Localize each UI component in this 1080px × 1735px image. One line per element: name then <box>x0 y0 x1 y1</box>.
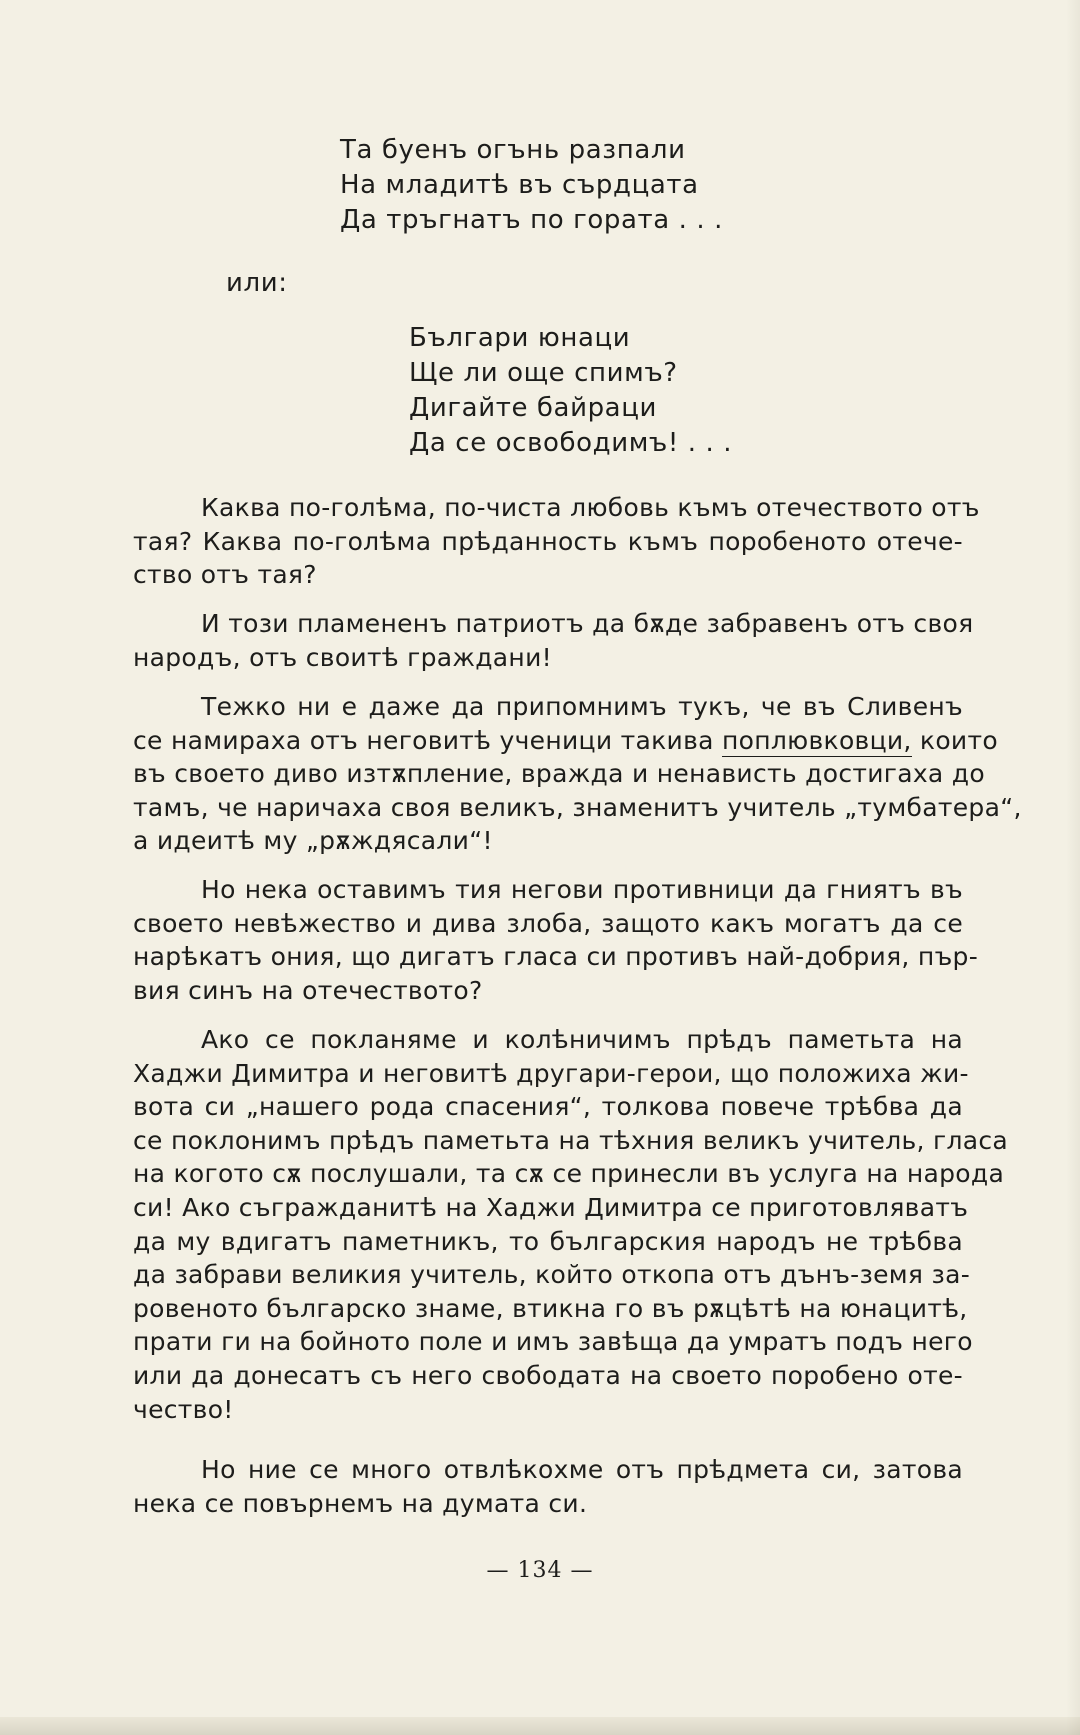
text-line: да забрави великия учитель, който откопа отъ дънъ-земя за- <box>133 1260 971 1290</box>
connector-word: или: <box>226 268 288 298</box>
page-right-shadow <box>1066 0 1080 1735</box>
text-line: чество! <box>133 1394 234 1424</box>
poem-stanza-2 <box>409 321 732 461</box>
poem-line: Да тръгнатъ по гората . . . <box>340 205 723 235</box>
paragraph-2 <box>133 607 974 674</box>
poem-line: Дигайте байраци <box>409 393 658 423</box>
text-line: а идеитѣ му „рѫждясали“! <box>133 826 493 856</box>
poem-line: Та буенъ огънь разпали <box>340 135 686 165</box>
paragraph-1 <box>133 491 980 592</box>
paragraph-4 <box>133 873 979 1007</box>
text-line: народъ, отъ своитѣ граждани! <box>133 642 552 672</box>
text-line: Ако се покланяме и колѣничимъ прѣдъ паметьта на <box>201 1025 963 1054</box>
text-line: своето невѣжество и дива злоба, защото какъ могатъ да се <box>133 908 963 938</box>
text-line: си! Ако съгражданитѣ на Хаджи Димитра се приготовляватъ <box>133 1192 969 1222</box>
text-line: тая? Каква по-голѣма прѣданность къмъ поробеното отече- <box>133 526 963 556</box>
underlined-word: поплювковци, <box>722 725 912 755</box>
poem-line: На младитѣ въ сърдцата <box>340 170 699 200</box>
text-line: ровеното българско знаме, втикна го въ рѫцѣтѣ на юнацитѣ, <box>133 1293 968 1323</box>
page-number: — 134 — <box>486 1558 594 1583</box>
text-line: ство отъ тая? <box>133 560 317 590</box>
text-line: се намираха отъ неговитѣ ученици такива <box>133 725 722 755</box>
paragraph-5 <box>133 1023 1009 1426</box>
text-line: прати ги на бойното поле и имъ завѣща да умратъ подъ него <box>133 1327 973 1357</box>
text-line: Но нека оставимъ тия негови противници да гниятъ въ <box>201 875 963 904</box>
page-bottom-edge <box>0 1717 1080 1735</box>
text-line: И този пламененъ патриотъ да бѫде забравенъ отъ своя <box>201 609 974 638</box>
text-line: които <box>911 725 998 755</box>
poem-stanza-1 <box>340 133 723 238</box>
poem-line: Ще ли още спимъ? <box>409 358 678 388</box>
text-line: нарѣкатъ ония, що дигатъ гласа си противъ най-добрия, пър- <box>133 942 979 972</box>
text-line: Тежко ни е даже да припомнимъ тукъ, че въ Сливенъ <box>201 692 963 721</box>
text-line: Каква по-голѣма, по-чиста любовь къмъ отечеството отъ <box>201 493 980 522</box>
text-line: Но ние се много отвлѣкохме отъ прѣдмета си, затова <box>201 1455 963 1484</box>
text-line: вия синъ на отечеството? <box>133 975 483 1005</box>
text-line: въ своето диво изтѫпление, вражда и ненависть достигаха до <box>133 759 985 789</box>
paragraph-3 <box>133 690 1022 858</box>
text-line: на когото сѫ послушали, та сѫ се принесли въ услуга на народа <box>133 1159 1005 1189</box>
text-line: да му вдигатъ паметникъ, то българския народъ не трѣбва <box>133 1226 963 1256</box>
text-line: вота си „нашего рода спасения“, толкова повече трѣбва да <box>133 1092 963 1122</box>
text-line: се поклонимъ прѣдъ паметьта на тѣхния великъ учитель, гласа <box>133 1125 1009 1155</box>
text-line: нека се повърнемъ на думата си. <box>133 1488 588 1518</box>
text-line: тамъ, че наричаха своя великъ, знаменитъ учитель „тумбатера“, <box>133 792 1022 822</box>
poem-line: Да се освободимъ! . . . <box>409 428 733 458</box>
poem-line: Българи юнаци <box>409 323 631 353</box>
paragraph-6 <box>133 1453 963 1520</box>
text-line: или да донесатъ съ него свободата на своето поробено оте- <box>133 1360 963 1390</box>
text-line: Хаджи Димитра и неговитѣ другари-герои, що положиха жи- <box>133 1058 969 1088</box>
